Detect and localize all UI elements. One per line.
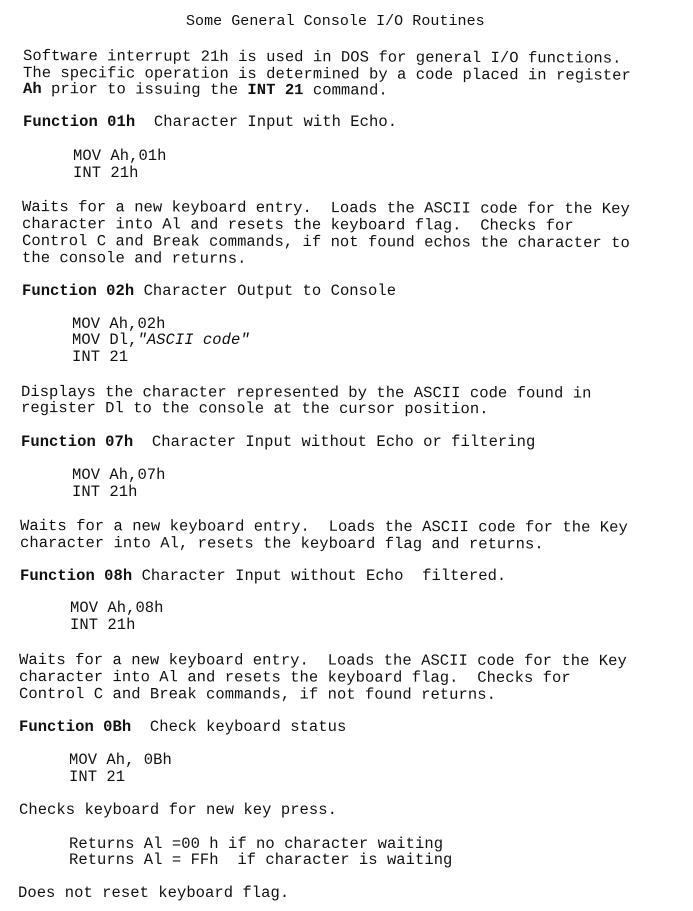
function-0bh-heading — [19, 719, 346, 736]
function-0bh-return-1: Returns Al =00 h if no character waiting — [69, 835, 444, 853]
function-0bh-return-2: Returns Al = FFh if character is waiting — [69, 851, 453, 869]
register-ah: Ah — [22, 80, 42, 99]
function-08h-desc-3: Control C and Break commands, if not found returns. — [18, 685, 496, 704]
function-02h-desc-2: register Dl to the console at the cursor position. — [20, 399, 489, 419]
function-02h-title: Character Output to Console — [143, 282, 397, 300]
function-08h-desc-1: Waits for a new keyboard entry. Loads the ASCII code for the Key — [18, 651, 627, 671]
function-07h-title: Character Input without Echo or filtering — [151, 433, 536, 451]
function-02h-label: Function 02h — [22, 282, 135, 300]
function-08h-title: Character Input without Echo filtered. — [141, 567, 507, 585]
function-0bh-label: Function 0Bh — [19, 718, 132, 736]
function-0bh-desc-1: Checks keyboard for new key press. — [19, 801, 337, 819]
intro-line-2: The specific operation is determined by a code placed in register — [22, 64, 631, 85]
function-07h-desc-1: Waits for a new keyboard entry. Loads the ASCII code for the Key — [19, 517, 628, 537]
function-0bh-code-2: INT 21 — [69, 768, 126, 786]
function-08h-heading — [20, 568, 506, 585]
function-0bh-code-1: MOV Ah, 0Bh — [69, 751, 172, 769]
function-02h-desc-1: Displays the character represented by the ASCII code found in — [20, 383, 592, 403]
function-07h-code-1: MOV Ah,07h — [72, 466, 166, 484]
int-21-command: INT 21 — [247, 80, 304, 100]
intro-line-3-mid: prior to issuing the — [41, 80, 248, 99]
function-01h-title: Character Input with Echo. — [153, 113, 398, 131]
footer-note: Does not reset keyboard flag. — [18, 884, 290, 902]
function-07h-desc-2: character into Al, resets the keyboard flag and returns. — [19, 534, 544, 554]
function-02h-code-2-prefix: MOV Dl, — [72, 331, 138, 349]
function-02h-heading — [22, 283, 396, 300]
function-01h-desc-2: character into Al and resets the keyboard flag. Checks for — [21, 215, 574, 235]
intro-line-3-end: command. — [303, 81, 388, 100]
function-07h-heading — [21, 434, 535, 451]
function-08h-desc-2: character into Al and resets the keyboard flag. Checks for — [18, 668, 571, 687]
function-07h-code-2: INT 21h — [72, 483, 138, 501]
function-01h-desc-4: the console and returns. — [21, 249, 247, 268]
function-01h-label: Function 01h — [23, 113, 136, 131]
function-01h-code-2: INT 21h — [73, 164, 139, 182]
intro-line-1: Software interrupt 21h is used in DOS for general I/O functions. — [22, 47, 622, 68]
function-01h-desc-3: Control C and Break commands, if not found echos the character to — [21, 232, 630, 253]
function-01h-code-1: MOV Ah,01h — [73, 147, 167, 165]
function-02h-code-2 — [72, 332, 250, 349]
function-01h-heading — [23, 114, 397, 131]
function-08h-label: Function 08h — [20, 567, 133, 585]
page-title: Some General Console I/O Routines — [186, 13, 485, 30]
function-0bh-title: Check keyboard status — [149, 718, 347, 736]
intro-line-3 — [23, 81, 388, 100]
function-01h-desc-1: Waits for a new keyboard entry. Loads the ASCII code for the Key — [21, 198, 630, 219]
ascii-code-placeholder: "ASCII code" — [137, 331, 250, 349]
function-08h-code-1: MOV Ah,08h — [70, 599, 164, 617]
function-07h-label: Function 07h — [21, 433, 134, 451]
function-02h-code-3: INT 21 — [72, 348, 129, 366]
function-02h-code-1: MOV Ah,02h — [72, 315, 166, 333]
function-08h-code-2: INT 21h — [70, 616, 136, 634]
